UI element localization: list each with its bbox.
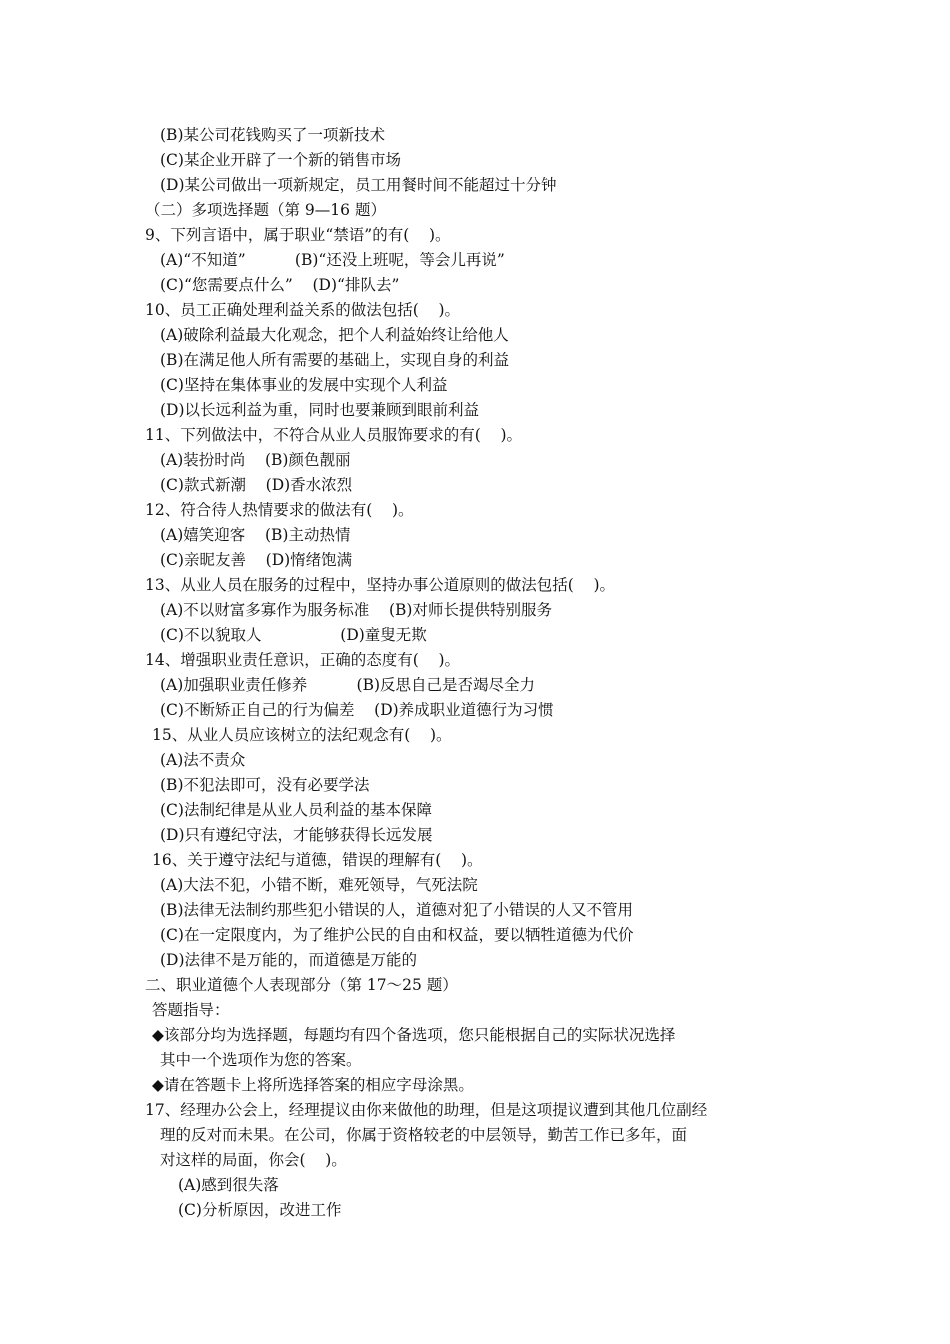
instruction-bullet: ◆该部分均为选择题，每题均有四个备选项，您只能根据自己的实际状况选择 xyxy=(152,1026,676,1044)
text-line: (C)某企业开辟了一个新的销售市场 xyxy=(160,151,401,169)
question-text: 理的反对而未果。在公司，你属于资格较老的中层领导，勤苦工作已多年，面 xyxy=(160,1126,688,1144)
option-line: (A)“不知道” (B)“还没上班呢，等会儿再说” xyxy=(160,251,505,269)
text-line: (B)某公司花钱购买了一项新技术 xyxy=(160,126,385,144)
option-line: (A)嬉笑迎客 (B)主动热情 xyxy=(160,526,351,544)
question-text: 14、增强职业责任意识，正确的态度有( )。 xyxy=(145,651,461,669)
section-heading: （二）多项选择题（第 9—16 题） xyxy=(145,201,386,219)
question-text: 对这样的局面，你会( )。 xyxy=(160,1151,347,1169)
option-line: (C)“您需要点什么” (D)“排队去” xyxy=(160,276,400,294)
option-line: (A)感到很失落 xyxy=(178,1176,279,1194)
instruction-heading: 答题指导： xyxy=(152,1001,230,1019)
option-line: (B)不犯法即可，没有必要学法 xyxy=(160,776,370,794)
option-line: (A)破除利益最大化观念，把个人利益始终让给他人 xyxy=(160,326,509,344)
option-line: (A)大法不犯，小错不断，难死领导，气死法院 xyxy=(160,876,478,894)
question-text: 12、符合待人热情要求的做法有( )。 xyxy=(145,501,414,519)
option-line: (C)亲昵友善 (D)惰绪饱满 xyxy=(160,551,353,569)
question-text: 17、经理办公会上，经理提议由你来做他的助理，但是这项提议遭到其他几位副经 xyxy=(145,1101,708,1119)
option-line: (C)不以貌取人 (D)童叟无欺 xyxy=(160,626,427,644)
option-line: (A)不以财富多寡作为服务标准 (B)对师长提供特别服务 xyxy=(160,601,552,619)
question-text: 9、下列言语中，属于职业“禁语”的有( )。 xyxy=(145,226,451,244)
instruction-continuation: 其中一个选项作为您的答案。 xyxy=(160,1051,362,1069)
option-line: (C)法制纪律是从业人员利益的基本保障 xyxy=(160,801,432,819)
option-line: (C)坚持在集体事业的发展中实现个人利益 xyxy=(160,376,448,394)
option-line: (C)款式新潮 (D)香水浓烈 xyxy=(160,476,353,494)
question-text: 10、员工正确处理利益关系的做法包括( )。 xyxy=(145,301,461,319)
option-line: (D)以长远利益为重，同时也要兼顾到眼前利益 xyxy=(160,401,480,419)
option-line: (B)在满足他人所有需要的基础上，实现自身的利益 xyxy=(160,351,509,369)
option-line: (D)法律不是万能的，而道德是万能的 xyxy=(160,951,418,969)
section-heading: 二、职业道德个人表现部分（第 17～25 题） xyxy=(145,976,458,994)
question-text: 15、从业人员应该树立的法纪观念有( )。 xyxy=(152,726,452,744)
option-line: (C)不断矫正自己的行为偏差 (D)养成职业道德行为习惯 xyxy=(160,701,554,719)
option-line: (A)加强职业责任修养 (B)反思自己是否竭尽全力 xyxy=(160,676,536,694)
question-text: 11、下列做法中，不符合从业人员服饰要求的有( )。 xyxy=(145,426,523,444)
question-text: 13、从业人员在服务的过程中，坚持办事公道原则的做法包括( )。 xyxy=(145,576,616,594)
text-line: (D)某公司做出一项新规定，员工用餐时间不能超过十分钟 xyxy=(160,176,557,194)
option-line: (A)法不责众 xyxy=(160,751,246,769)
option-line: (C)在一定限度内，为了维护公民的自由和权益，要以牺牲道德为代价 xyxy=(160,926,634,944)
question-text: 16、关于遵守法纪与道德，错误的理解有( )。 xyxy=(152,851,483,869)
option-line: (D)只有遵纪守法，才能够获得长远发展 xyxy=(160,826,433,844)
option-line: (B)法律无法制约那些犯小错误的人，道德对犯了小错误的人又不管用 xyxy=(160,901,633,919)
instruction-bullet: ◆请在答题卡上将所选择答案的相应字母涂黑。 xyxy=(152,1076,474,1094)
option-line: (C)分析原因，改进工作 xyxy=(178,1201,342,1219)
option-line: (A)装扮时尚 (B)颜色靓丽 xyxy=(160,451,351,469)
